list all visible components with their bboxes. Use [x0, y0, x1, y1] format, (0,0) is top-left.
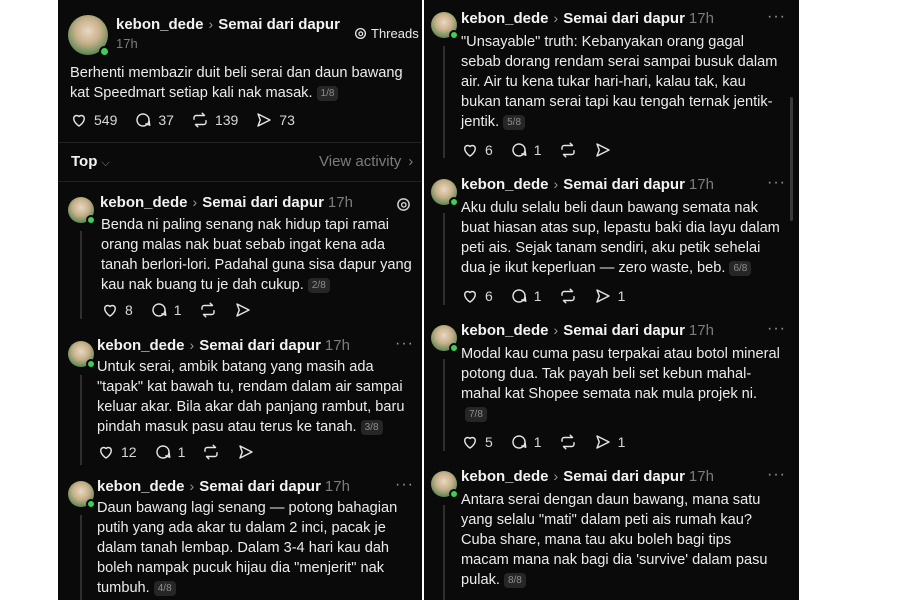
like-button[interactable] — [461, 141, 493, 159]
chevron-right-icon: › — [208, 16, 214, 32]
post-header — [116, 16, 340, 33]
view-activity-link[interactable] — [319, 153, 413, 170]
post-header — [97, 337, 350, 354]
repost-icon — [199, 301, 217, 319]
online-dot — [99, 46, 110, 57]
post-time: 17h — [324, 337, 350, 354]
share-button[interactable] — [234, 301, 252, 319]
community-name[interactable]: Semai dari dapur — [199, 337, 321, 354]
send-icon — [234, 301, 252, 319]
like-button[interactable] — [101, 301, 133, 319]
repost-icon — [559, 141, 577, 159]
repost-icon — [202, 443, 220, 461]
threads-logo-icon[interactable] — [396, 197, 411, 212]
thread-line — [443, 505, 445, 600]
share-count: 1 — [617, 434, 626, 450]
online-dot — [86, 215, 96, 225]
like-button[interactable] — [461, 287, 493, 305]
post-time: 17h — [688, 322, 714, 339]
share-button[interactable] — [255, 111, 295, 129]
chevron-right-icon: › — [553, 176, 559, 192]
more-options-icon[interactable]: ··· — [767, 8, 786, 25]
author-name[interactable]: kebon_dede — [97, 337, 185, 354]
chevron-right-icon: › — [189, 478, 195, 494]
comment-count: 1 — [173, 302, 182, 318]
post-time: 17h — [688, 10, 714, 27]
post-header — [97, 478, 350, 495]
comment-icon — [154, 443, 172, 461]
post-text-content: Daun bawang lagi senang — potong bahagian putih yang ada akar tu dalam 2 inci, pacak je dalam tanah lembap. Dalam 3-4 hari kau dah boleh nampak pucuk hijau dia "menjerit" nak tumbuh. — [97, 500, 398, 596]
like-count: 5 — [485, 434, 493, 450]
comment-button[interactable] — [510, 287, 542, 305]
post-actions — [461, 141, 629, 159]
online-dot — [449, 197, 459, 207]
thread-line — [80, 515, 82, 600]
thread-line — [443, 213, 445, 305]
thread-line — [443, 46, 445, 158]
share-count: 1 — [617, 288, 626, 304]
share-button[interactable] — [594, 433, 626, 451]
post-header — [461, 10, 714, 27]
more-options-icon[interactable]: ··· — [395, 335, 414, 352]
author-name[interactable]: kebon_dede — [461, 10, 549, 27]
post-text-content: Berhenti membazir duit beli serai dan daun bawang kat Speedmart setiap kali nak masak. — [70, 65, 403, 101]
chevron-right-icon: › — [553, 10, 559, 26]
author-name[interactable]: kebon_dede — [100, 194, 188, 211]
comment-count: 37 — [158, 112, 174, 128]
post-text-content: Modal kau cuma pasu terpakai atau botol mineral potong dua. Tak payah beli set kebun mahal-mahal kat Shopee semata nak mula projek ni. — [461, 346, 780, 402]
share-count: 73 — [279, 112, 295, 128]
repost-button[interactable] — [559, 141, 577, 159]
avatar[interactable] — [68, 341, 94, 367]
threads-label: Threads — [371, 26, 419, 41]
threads-logo-icon — [354, 27, 367, 40]
heart-icon — [461, 141, 479, 159]
post-text — [461, 344, 781, 424]
repost-button[interactable] — [202, 443, 220, 461]
community-name[interactable]: Semai dari dapur — [563, 176, 685, 193]
post-text — [461, 32, 781, 132]
community-name[interactable]: Semai dari dapur — [218, 16, 340, 33]
heart-icon — [70, 111, 88, 129]
chevron-right-icon: › — [553, 322, 559, 338]
author-name[interactable]: kebon_dede — [97, 478, 185, 495]
chevron-down-icon: ⌵ — [101, 157, 110, 169]
post-actions — [461, 287, 642, 305]
avatar[interactable] — [431, 179, 457, 205]
post-time: 17h — [324, 478, 350, 495]
post-text — [97, 498, 415, 598]
thread-line — [80, 375, 82, 465]
page-badge: 1/8 — [317, 86, 339, 101]
post-text-content: Antara serai dengan daun bawang, mana satu yang selalu "mati" dalam peti ais rumah kau? Cuba share, mana tau aku boleh bagi tips macam mana nak bagi dia 'survive' dalam pasu pulak. — [461, 492, 768, 588]
avatar[interactable] — [431, 471, 457, 497]
chevron-right-icon: › — [408, 153, 414, 170]
share-button[interactable] — [594, 287, 626, 305]
heart-icon — [461, 287, 479, 305]
community-name[interactable]: Semai dari dapur — [199, 478, 321, 495]
share-button[interactable] — [237, 443, 255, 461]
community-name[interactable]: Semai dari dapur — [202, 194, 324, 211]
send-icon — [594, 287, 612, 305]
repost-icon — [191, 111, 209, 129]
online-dot — [86, 499, 96, 509]
view-activity-label: View activity — [319, 153, 402, 170]
comment-icon — [510, 141, 528, 159]
online-dot — [86, 359, 96, 369]
avatar[interactable] — [68, 481, 94, 507]
community-name[interactable]: Semai dari dapur — [563, 10, 685, 27]
divider — [58, 181, 422, 182]
post-time: 17h — [327, 194, 353, 211]
post-text — [461, 490, 781, 590]
heart-icon — [97, 443, 115, 461]
avatar[interactable] — [68, 197, 94, 223]
author-name[interactable]: kebon_dede — [116, 16, 204, 33]
comment-count: 1 — [177, 444, 186, 460]
repost-count: 139 — [214, 112, 239, 128]
more-options-icon[interactable]: ··· — [395, 476, 414, 493]
share-button[interactable] — [594, 141, 612, 159]
comment-icon — [510, 287, 528, 305]
heart-icon — [461, 433, 479, 451]
like-count: 6 — [485, 142, 493, 158]
page-badge: 4/8 — [154, 581, 176, 596]
repost-button[interactable] — [559, 433, 577, 451]
like-button[interactable] — [97, 443, 137, 461]
post-time: 17h — [688, 176, 714, 193]
comment-icon — [134, 111, 152, 129]
page-badge: 5/8 — [503, 115, 525, 130]
like-count: 6 — [485, 288, 493, 304]
thread-line — [443, 359, 445, 451]
comment-icon — [150, 301, 168, 319]
post-text — [101, 215, 416, 295]
author-name[interactable]: kebon_dede — [461, 176, 549, 193]
post-text — [461, 198, 781, 278]
comment-button[interactable] — [510, 141, 542, 159]
post-actions — [70, 111, 312, 129]
post-header — [461, 322, 714, 339]
thread-line — [80, 231, 82, 319]
like-button[interactable] — [461, 433, 493, 451]
post-header — [100, 194, 353, 211]
repost-button[interactable] — [191, 111, 238, 129]
send-icon — [255, 111, 273, 129]
threads-brand[interactable] — [354, 26, 419, 41]
more-options-icon[interactable]: ··· — [767, 174, 786, 191]
post-header — [461, 468, 714, 485]
divider — [58, 142, 422, 143]
scrollbar[interactable] — [790, 97, 793, 221]
post-text — [97, 357, 415, 437]
send-icon — [237, 443, 255, 461]
post-text-content: "Unsayable" truth: Kebanyakan orang gagal sebab dorang rendam serai sampai busuk dalam air. Air tu kena tukar hari-hari, kalau tak, kau bukan tanam serai tapi kau tengah ternak jentik-jentik. — [461, 34, 778, 130]
post-text-content: Aku dulu selalu beli daun bawang semata nak buat hiasan atas sup, lepastu baki dia layu dalam peti ais. Sejak tanam sendiri, aku petik sehelai dua je ikut keperluan — zero waste, beb. — [461, 200, 780, 276]
page-badge: 7/8 — [465, 407, 487, 422]
post-text — [70, 63, 410, 103]
online-dot — [449, 30, 459, 40]
like-button[interactable] — [70, 111, 117, 129]
author-name[interactable]: kebon_dede — [461, 468, 549, 485]
more-options-icon[interactable]: ··· — [767, 466, 786, 483]
author-name[interactable]: kebon_dede — [461, 322, 549, 339]
post-text-content: Untuk serai, ambik batang yang masih ada "tapak" kat bawah tu, rendam dalam air sampai keluar akar. Bila akar dah panjang rambut, baru pindah masuk pasu atau terus ke tanah. — [97, 359, 405, 435]
page-badge: 3/8 — [361, 420, 383, 435]
page-badge: 8/8 — [504, 573, 526, 588]
comment-icon — [510, 433, 528, 451]
page-badge: 2/8 — [308, 278, 330, 293]
avatar[interactable] — [431, 325, 457, 351]
online-dot — [449, 489, 459, 499]
more-options-icon[interactable]: ··· — [767, 320, 786, 337]
post-text-content: Benda ni paling senang nak hidup tapi ramai orang malas nak buat sebab ingat kena ada tanah berlori-lori. Padahal guna sisa dapur yang kau nak buang tu je dah cukup. — [101, 217, 412, 293]
comment-button[interactable] — [154, 443, 186, 461]
left-thread-column — [58, 0, 422, 600]
sort-label: Top — [71, 153, 98, 170]
comment-button[interactable] — [510, 433, 542, 451]
send-icon — [594, 141, 612, 159]
repost-icon — [559, 287, 577, 305]
chevron-right-icon: › — [553, 468, 559, 484]
chevron-right-icon: › — [189, 337, 195, 353]
right-thread-column — [424, 0, 799, 600]
comment-button[interactable] — [150, 301, 182, 319]
like-count: 549 — [94, 112, 118, 128]
repost-button[interactable] — [559, 287, 577, 305]
comment-count: 1 — [533, 434, 542, 450]
community-name[interactable]: Semai dari dapur — [563, 468, 685, 485]
online-dot — [449, 343, 459, 353]
post-header — [461, 176, 714, 193]
avatar[interactable] — [68, 15, 108, 55]
repost-button[interactable] — [199, 301, 217, 319]
like-count: 12 — [121, 444, 137, 460]
comment-button[interactable] — [134, 111, 174, 129]
like-count: 8 — [125, 302, 133, 318]
repost-icon — [559, 433, 577, 451]
heart-icon — [101, 301, 119, 319]
community-name[interactable]: Semai dari dapur — [563, 322, 685, 339]
comment-count: 1 — [533, 142, 542, 158]
post-actions — [461, 433, 642, 451]
post-actions — [101, 301, 269, 319]
post-time: 17h — [688, 468, 714, 485]
avatar[interactable] — [431, 12, 457, 38]
chevron-right-icon: › — [192, 194, 198, 210]
comment-count: 1 — [533, 288, 542, 304]
post-actions — [97, 443, 272, 461]
sort-dropdown[interactable] — [71, 153, 110, 170]
post-time: 17h — [116, 36, 138, 51]
send-icon — [594, 433, 612, 451]
page-badge: 6/8 — [729, 261, 751, 276]
